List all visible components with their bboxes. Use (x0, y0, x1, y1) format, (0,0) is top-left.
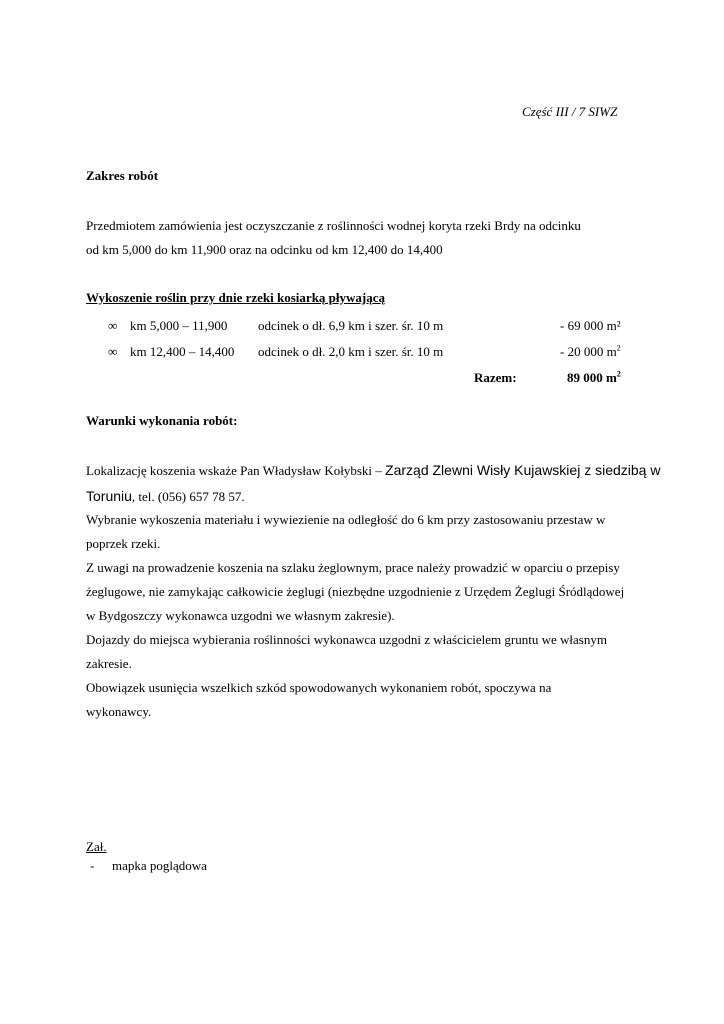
scope-intro-line-1: Przedmiotem zamówienia jest oczyszczanie z roślinności wodnej koryta rzeki Brdy na odcinku (86, 218, 581, 233)
conditions-p1-phone: , tel. (056) 657 78 57. (131, 489, 245, 504)
conditions-p3-line-3: w Bydgoszczy wykonawca uzgodni we własnym zakresie). (86, 608, 395, 623)
total-value-number: 89 000 m (567, 370, 617, 385)
attachment-dash: - (90, 858, 95, 873)
conditions-p3-line-1: Z uwagi na prowadzenie koszenia na szlaku żeglownym, prace należy prowadzić w oparciu o przepisy (86, 560, 620, 575)
conditions-p5-line-2: wykonawcy. (86, 704, 152, 719)
conditions-p2-line-2: poprzek rzeki. (86, 536, 161, 551)
row-1-range: km 5,000 – 11,900 (130, 318, 228, 333)
total-label: Razem: (474, 370, 517, 385)
scope-intro-line-2: od km 5,000 do km 11,900 oraz na odcinku od km 12,400 do 14,400 (86, 242, 443, 257)
scope-title: Zakres robót (86, 168, 159, 183)
row-1-description: odcinek o dł. 6,9 km i szer. śr. 10 m (258, 318, 444, 333)
conditions-title: Warunki wykonania robót: (86, 413, 238, 428)
row-2-description: odcinek o dł. 2,0 km i szer. śr. 10 m (258, 344, 444, 359)
total-value (567, 366, 621, 390)
conditions-p3-line-2: żeglugowe, nie zamykając całkowicie żeglugi (niezbędne uzgodnienie z Urzędem Żeglugi Śródlądowej (86, 584, 625, 599)
row-2-area-unit-exponent: 2 (616, 343, 621, 353)
conditions-p1-text: Lokalizację koszenia wskaże Pan Władysław Kołybski – (86, 463, 386, 478)
list-bullet: ∞ (108, 318, 118, 333)
document-reference: Część III / 7 SIWZ (522, 104, 618, 119)
attachments-label: Zał. (86, 839, 107, 854)
conditions-p4-line-1: Dojazdy do miejsca wybierania roślinności wykonawca uzgodni z właścicielem gruntu we własnym (86, 632, 607, 647)
row-2-area (560, 340, 621, 364)
list-bullet: ∞ (108, 344, 118, 359)
row-1-area: - 69 000 m² (560, 318, 621, 333)
conditions-p5-line-1: Obowiązek usunięcia wszelkich szkód spowodowanych wykonaniem robót, spoczywa na (86, 680, 552, 695)
row-2-area-value: - 20 000 m (560, 344, 617, 359)
conditions-p1-line-1 (86, 458, 660, 483)
total-unit-exponent: 2 (616, 369, 621, 379)
mowing-title: Wykoszenie roślin przy dnie rzeki kosiarką pływającą (86, 290, 385, 305)
conditions-p1-authority: Zarząd Zlewni Wisły Kujawskiej z siedzibą w (385, 462, 661, 478)
conditions-p1-line-2 (86, 484, 245, 509)
conditions-p1-city: Toruniu (86, 488, 132, 504)
row-2-range: km 12,400 – 14,400 (130, 344, 235, 359)
conditions-p4-line-2: zakresie. (86, 656, 132, 671)
conditions-p2-line-1: Wybranie wykoszenia materiału i wywiezienie na odległość do 6 km przy zastosowaniu przestaw w (86, 512, 606, 527)
attachment-item: mapka poglądowa (112, 858, 207, 873)
